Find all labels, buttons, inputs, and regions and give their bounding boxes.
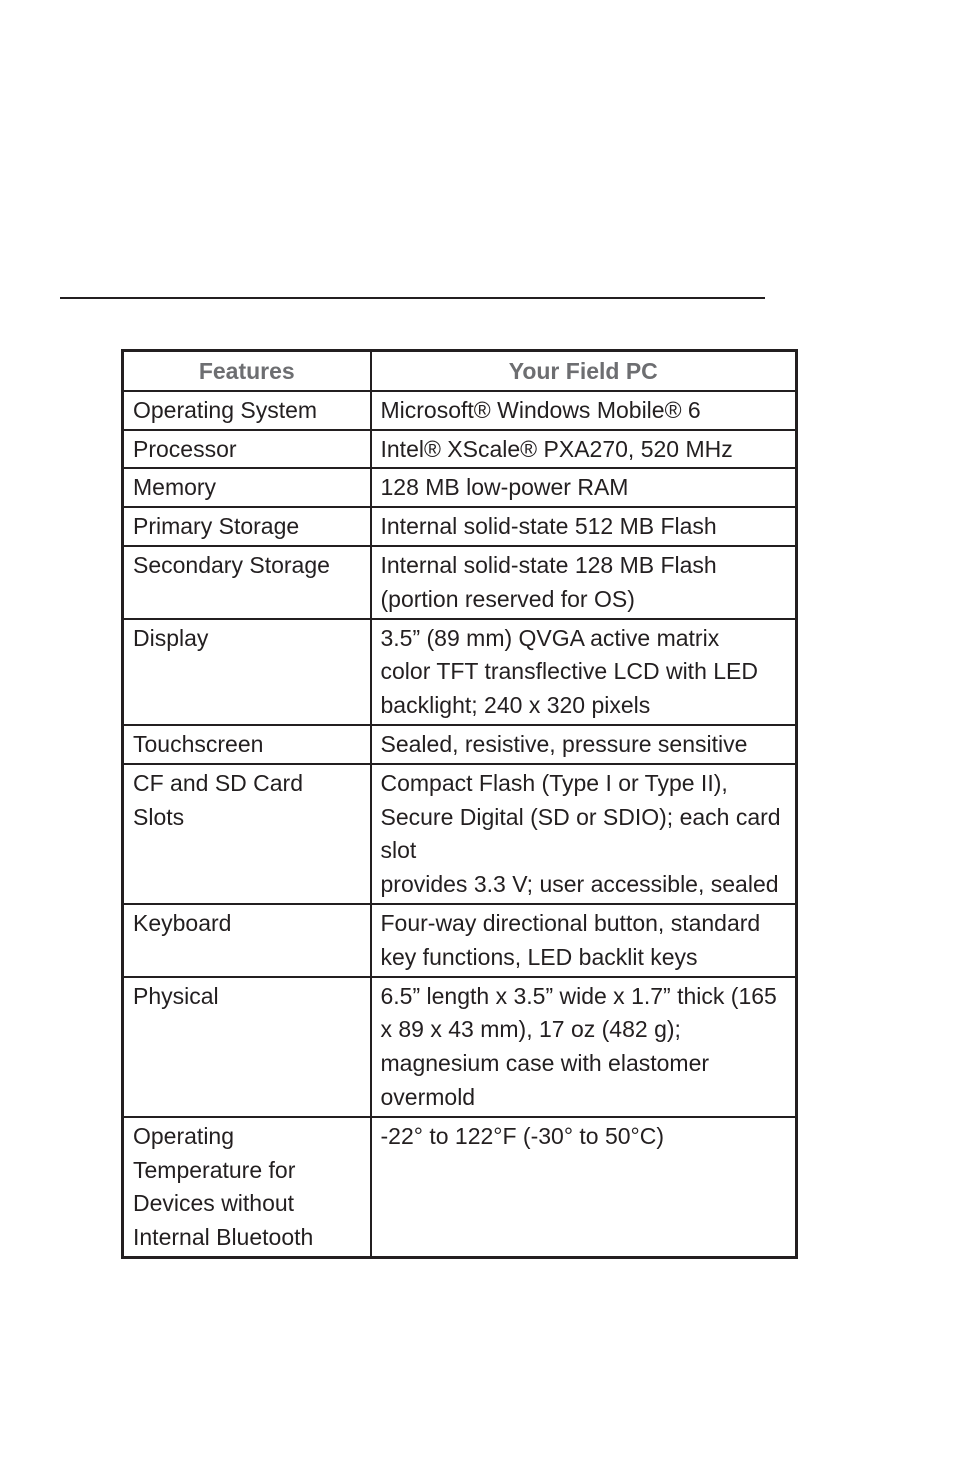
table-row [123,904,797,977]
table-header-row [123,351,797,391]
feature-name: Processor [123,430,371,469]
feature-name: Physical [123,977,371,1117]
table-row [123,430,797,469]
feature-name: Keyboard [123,904,371,977]
table-row [123,764,797,904]
feature-value: Microsoft® Windows Mobile® 6 [371,391,797,430]
feature-value: Internal solid-state 128 MB Flash (portion reserved for OS) [371,546,797,619]
feature-value: Sealed, resistive, pressure sensitive [371,725,797,764]
feature-name: Secondary Storage [123,546,371,619]
table-row [123,1117,797,1258]
section-divider [60,297,765,299]
feature-value: 128 MB low-power RAM [371,468,797,507]
feature-name: Touchscreen [123,725,371,764]
feature-name: Display [123,619,371,725]
header-features: Features [123,351,371,391]
feature-value: Intel® XScale® PXA270, 520 MHz [371,430,797,469]
table-row [123,725,797,764]
header-your-field-pc: Your Field PC [371,351,797,391]
feature-value: Four-way directional button, standard key functions, LED backlit keys [371,904,797,977]
specifications-table [121,349,798,1259]
table-row [123,468,797,507]
table-row [123,619,797,725]
feature-value: Compact Flash (Type I or Type II), Secure Digital (SD or SDIO); each card slot provides 3.3 V; user accessible, sealed [371,764,797,904]
feature-name: Memory [123,468,371,507]
feature-name: Primary Storage [123,507,371,546]
feature-name: Operating Temperature for Devices without Internal Bluetooth [123,1117,371,1258]
table-row [123,391,797,430]
feature-name: Operating System [123,391,371,430]
table-row [123,977,797,1117]
feature-value: 6.5” length x 3.5” wide x 1.7” thick (165 x 89 x 43 mm), 17 oz (482 g); magnesium case with elastomer overmold [371,977,797,1117]
table-row [123,507,797,546]
feature-value: 3.5” (89 mm) QVGA active matrix color TFT transflective LCD with LED backlight; 240 x 320 pixels [371,619,797,725]
feature-name: CF and SD Card Slots [123,764,371,904]
feature-value: Internal solid-state 512 MB Flash [371,507,797,546]
feature-value: -22° to 122°F (-30° to 50°C) [371,1117,797,1258]
table-row [123,546,797,619]
